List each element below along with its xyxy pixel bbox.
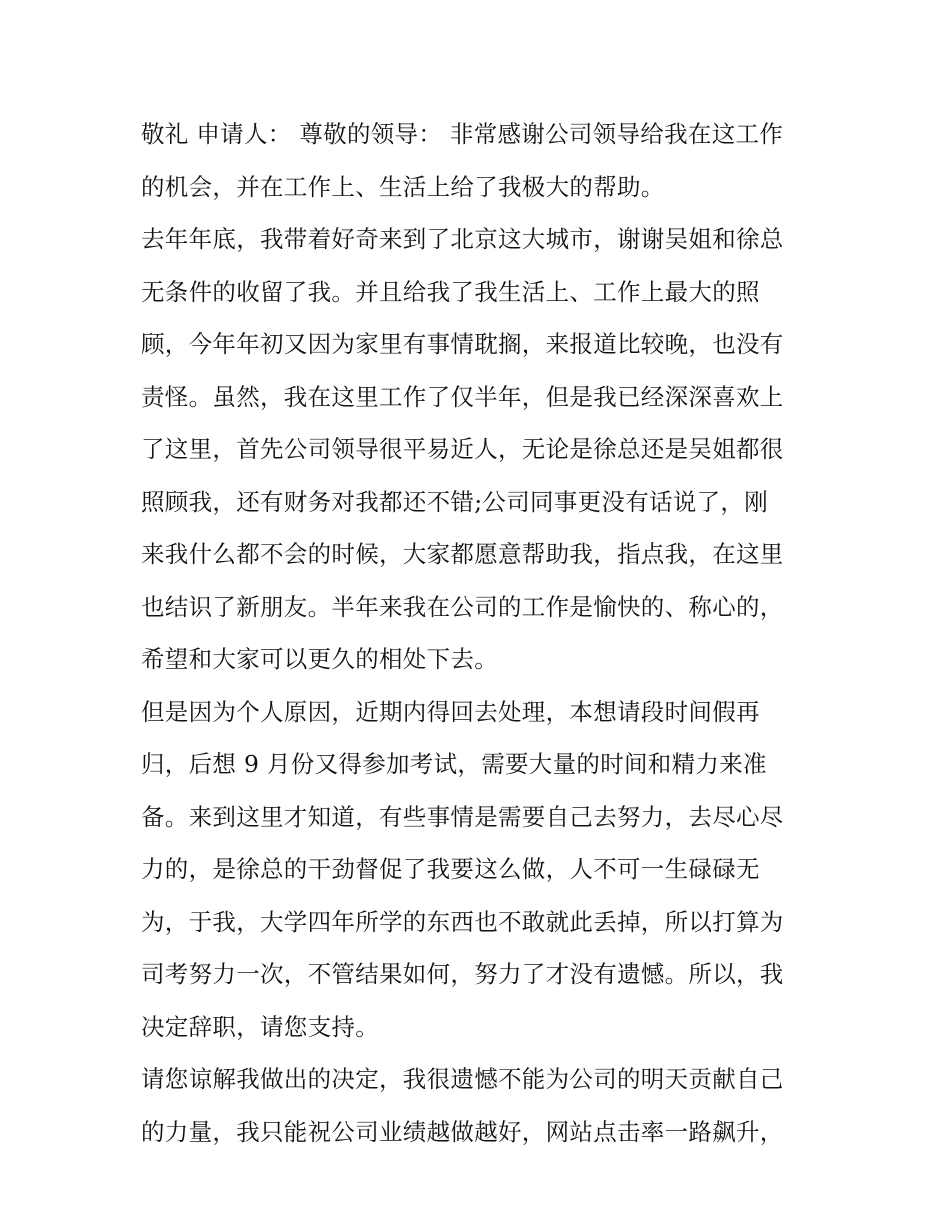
text-line: 请您谅解我做出的决定，我很遗憾不能为公司的明天贡献自己 — [141, 1065, 784, 1093]
text-line: 责怪。虽然，我在这里工作了仅半年，但是我已经深深喜欢上 — [141, 382, 784, 411]
text-line: 去年年底，我带着好奇来到了北京这大城市，谢谢吴姐和徐总 — [141, 225, 784, 253]
text-line: 的机会，并在工作上、生活上给了我极大的帮助。 — [141, 172, 665, 201]
text-line: 照顾我，还有财务对我都还不错;公司同事更没有话说了，刚 — [141, 487, 769, 516]
text-line: 的力量，我只能祝公司业绩越做越好，网站点击率一路飙升， — [141, 1117, 784, 1146]
text-line: 了这里，首先公司领导很平易近人，无论是徐总还是吴姐都很 — [141, 435, 784, 463]
text-line: 司考努力一次，不管结果如何，努力了才没有遗憾。所以，我 — [141, 960, 784, 988]
paragraph-background — [141, 213, 813, 686]
text-line: 希望和大家可以更久的相处下去。 — [141, 645, 498, 673]
text-line: 决定辞职，请您支持。 — [141, 1012, 379, 1041]
text-line: 归，后想 9 月份又得参加考试，需要大量的时间和精力来准 — [141, 750, 767, 778]
text-line: 为，于我，大学四年所学的东西也不敢就此丢掉，所以打算为 — [141, 907, 784, 936]
text-line: 也结识了新朋友。半年来我在公司的工作是愉快的、称心的， — [141, 592, 784, 621]
text-line: 力的，是徐总的干劲督促了我要这么做，人不可一生碌碌无 — [141, 855, 760, 883]
text-line: 备。来到这里才知道，有些事情是需要自己去努力，去尽心尽 — [141, 802, 784, 831]
paragraph-closing — [141, 1053, 813, 1158]
text-line: 来我什么都不会的时候，大家都愿意帮助我，指点我，在这里 — [141, 540, 784, 568]
paragraph-reason — [141, 686, 813, 1054]
document-body — [141, 108, 813, 1158]
paragraph-greeting — [141, 108, 813, 213]
text-line: 顾，今年年初又因为家里有事情耽搁，来报道比较晚，也没有 — [141, 330, 784, 358]
text-line: 敬礼 申请人： 尊敬的领导： 非常感谢公司领导给我在这工作 — [141, 120, 784, 148]
text-line: 无条件的收留了我。并且给我了我生活上、工作上最大的照 — [141, 277, 760, 306]
text-line: 但是因为个人原因，近期内得回去处理，本想请段时间假再 — [141, 697, 760, 726]
